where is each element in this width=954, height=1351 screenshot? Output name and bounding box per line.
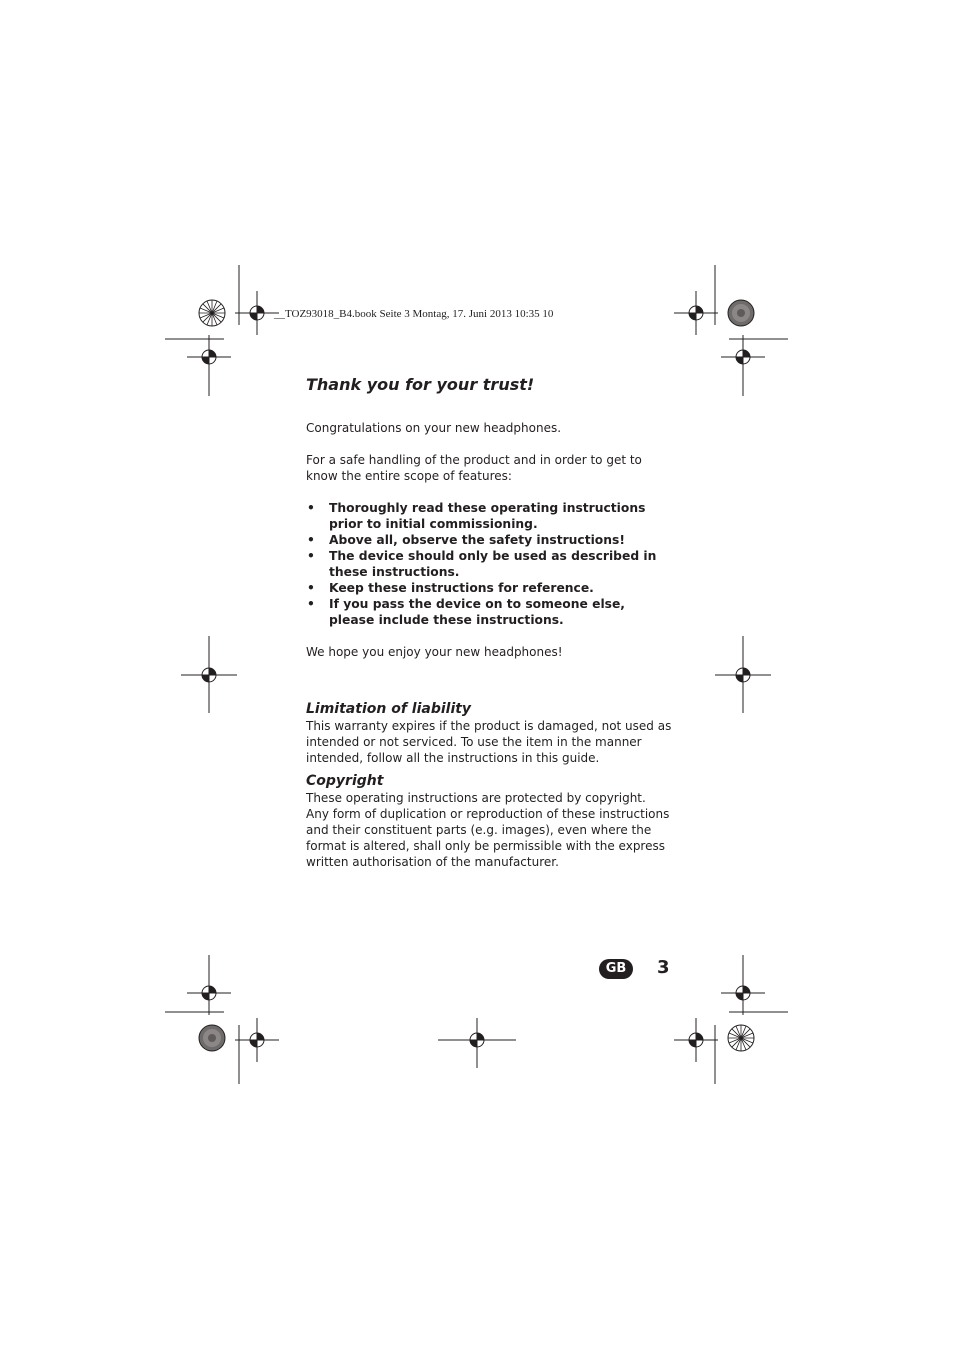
closing-text: We hope you enjoy your new headphones!	[306, 645, 563, 659]
bullet-icon: •	[307, 581, 315, 595]
list-item: • The device should only be used as described in these instructions.	[307, 549, 657, 579]
lead-text: For a safe handling of the product and in order to get to know the entire scope of features:	[306, 453, 642, 483]
liability-text: This warranty expires if the product is damaged, not used as intended or not serviced. To use the item in the manner intended, follow all the instructions in this guide.	[306, 719, 672, 765]
bullet-icon: •	[307, 533, 315, 547]
language-badge: GB	[599, 959, 633, 979]
congrats-text: Congratulations on your new headphones.	[306, 421, 562, 435]
bullet-icon: •	[307, 549, 315, 563]
page-title: Thank you for your trust!	[306, 375, 535, 394]
print-header: __TOZ93018_B4.book Seite 3 Montag, 17. Juni 2013 10:35 10	[274, 308, 554, 320]
list-item: • Thoroughly read these operating instructions prior to initial commissioning.	[307, 501, 646, 531]
list-item: • If you pass the device on to someone else, please include these instructions.	[307, 597, 625, 627]
bullet-icon: •	[307, 501, 315, 515]
bullet-icon: •	[307, 597, 315, 611]
list-item: • Above all, observe the safety instructions!	[307, 533, 625, 547]
copyright-heading: Copyright	[306, 773, 384, 789]
liability-heading: Limitation of liability	[306, 701, 472, 717]
copyright-text: These operating instructions are protected by copyright. Any form of duplication or reproduction of these instructions and their constituent parts (e.g. images), even where the format is altered, shall only be permissible with the express written authorisation of the manufacturer.	[306, 791, 670, 869]
page-number: 3	[657, 957, 670, 978]
list-item: • Keep these instructions for reference.	[307, 581, 594, 595]
page-content	[306, 374, 672, 870]
instruction-list	[306, 500, 672, 628]
